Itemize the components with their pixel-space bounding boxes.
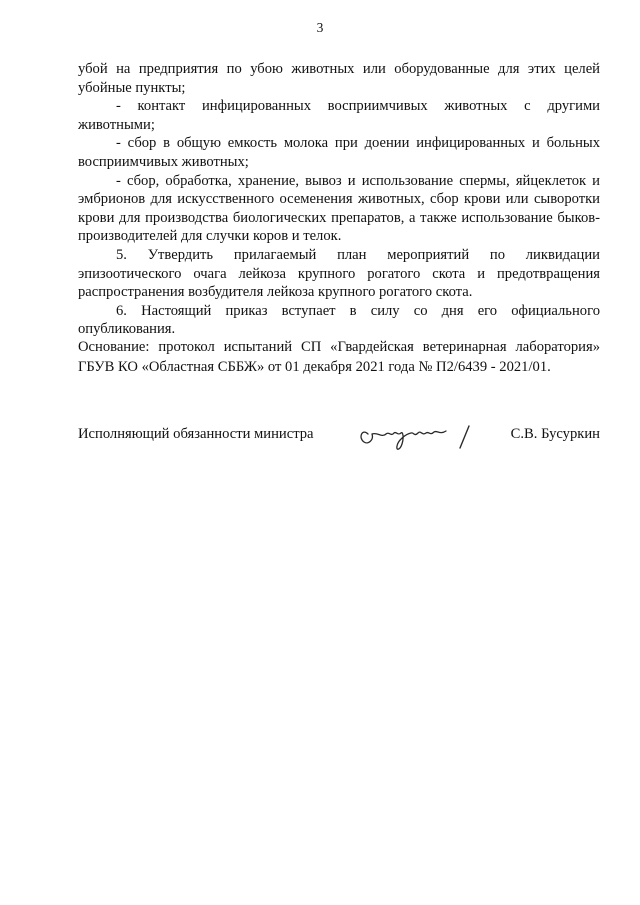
signatory-title: Исполняющий обязанности министра: [78, 426, 314, 442]
paragraph-effective-date: 6. Настоящий приказ вступает в силу со дня его официального опубликования.: [78, 302, 600, 338]
paragraph-slaughter: убой на предприятия по убою животных или оборудованные для этих целей убойные пункты;: [78, 61, 600, 96]
paragraph-milk-collection: - сбор в общую емкость молока при доении инфицированных и больных восприимчивых животных;: [78, 135, 600, 170]
document-body: [78, 60, 600, 339]
handwritten-signature-icon: [356, 420, 481, 454]
paragraph-approve-plan: 5. Утвердить прилагаемый план мероприятий по ликвидации эпизоотического очага лейкоза крупного рогатого скота и предотвращения распространения возбудителя лейкоза крупного рогатого скота.: [78, 246, 600, 301]
basis-paragraph: Основание: протокол испытаний СП «Гвардейская ветеринарная лаборатория» ГБУВ КО «Областная СББЖ» от 01 декабря 2021 года № П2/6439 - 2021/01.: [78, 339, 600, 375]
paragraph-contact: - контакт инфицированных восприимчивых животных с другими животными;: [78, 98, 600, 133]
paragraph-sperm-collection: - сбор, обработка, хранение, вывоз и использование спермы, яйцеклеток и эмбрионов для искусственного осеменения животных, сбор крови или сыворотки крови для производства биологических препаратов, а также использование быков-производителей для случки коров и телок.: [78, 172, 600, 245]
page-number: 3: [316, 20, 324, 35]
signature-block: [78, 420, 600, 450]
signatory-name: С.В. Бусуркин: [510, 426, 600, 442]
